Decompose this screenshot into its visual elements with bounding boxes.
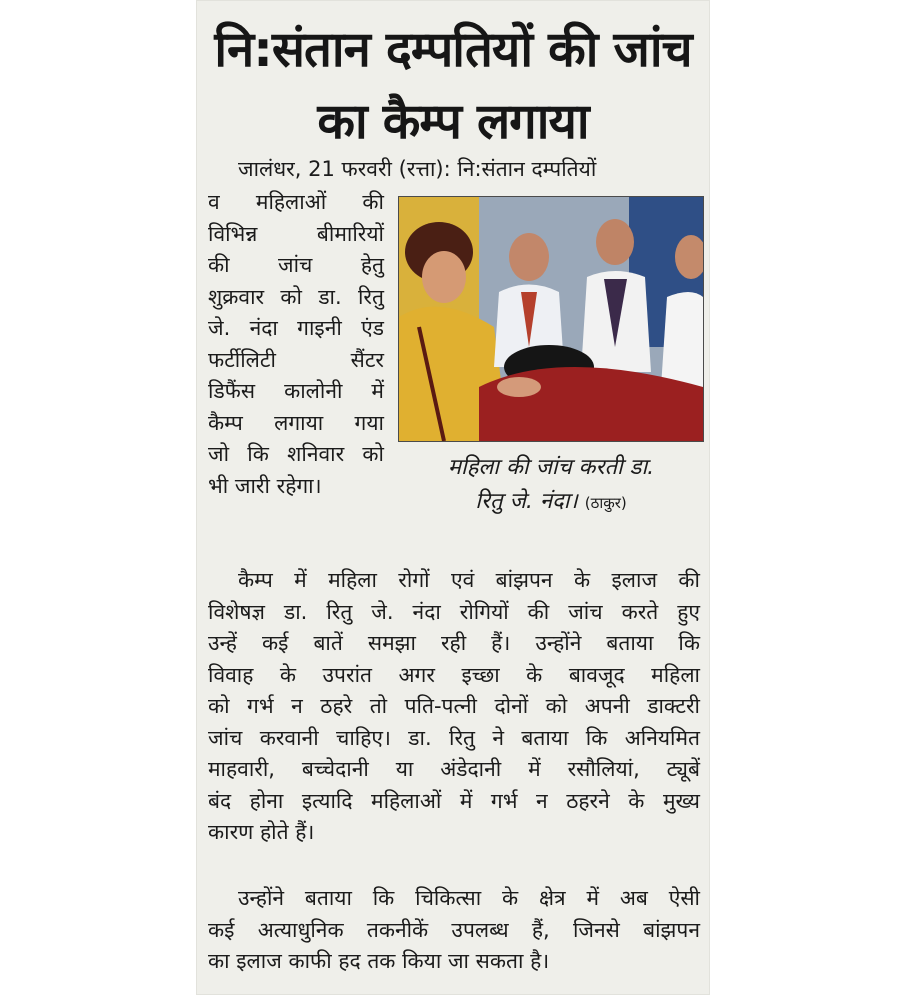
paragraph-line: विवाह के उपरांत अगर इच्छा के बावजूद महिला [208,662,700,687]
paragraph-line: कारण होते हैं। [208,820,315,844]
photo-credit: (ठाकुर) [584,494,627,512]
intro-line: फर्टीलिटी सैंटर [208,347,384,372]
paragraph-line: माहवारी, बच्चेदानी या अंडेदानी में रसौलियां, ट्यूबें [208,757,700,781]
intro-line: व महिलाओं की [208,190,384,214]
headline-line-1: नि:संतान दम्पतियों की जांच [214,21,692,78]
paragraph-line: जांच करवानी चाहिए। डा. रितु ने बताया कि अनियमित [208,725,700,750]
photo-caption [396,451,706,520]
intro-column [208,187,384,502]
caption-line-2-text: रितु जे. नंदा। [475,489,578,514]
intro-line: डिफैंस कालोनी में [208,379,384,403]
paragraph-line: बंद होना इत्यादि महिलाओं में गर्भ न ठहरने के मुख्य [208,788,700,813]
paragraph-line: विशेषज्ञ डा. रितु जे. नंदा रोगियों की जांच करते हुए [208,599,700,624]
paragraph-line: का इलाज काफी हद तक किया जा सकता है। [208,949,550,973]
paragraph-2 [208,883,700,978]
news-photo [398,196,704,442]
intro-line: कैम्प लगाया गया [208,410,384,435]
intro-line: भी जारी रहेगा। [208,473,322,498]
headline-line-2: का कैम्प लगाया [317,93,589,150]
paragraph-1 [208,565,700,849]
intro-line: विभिन्न बीमारियों [208,221,384,246]
intro-line: शुक्रवार को डा. रितु [208,284,384,309]
headline [196,14,710,158]
intro-line: की जांच हेतु [208,253,384,277]
caption-line-1: महिला की जांच करती डा. [447,455,655,480]
paragraph-line: उन्हें कई बातें समझा रही हैं। उन्होंने बताया कि [208,631,700,655]
intro-line: जो कि शनिवार को [208,442,384,466]
paragraph-line: कई अत्याधुनिक तकनीकें उपलब्ध हैं, जिनसे बांझपन [208,917,700,942]
photo-illustration [399,197,703,441]
newspaper-clipping [196,0,710,995]
caption-line-2 [396,485,706,520]
paragraph-line: उन्होंने बताया कि चिकित्सा के क्षेत्र में अब ऐसी [238,886,700,910]
paragraph-line: कैम्प में महिला रोगों एवं बांझपन के इलाज की [238,568,700,592]
intro-line: जे. नंदा गाइनी एंड [208,316,384,340]
dateline: जालंधर, 21 फरवरी (रत्ता): नि:संतान दम्पतियों [238,157,597,181]
paragraph-line: को गर्भ न ठहरे तो पति-पत्नी दोनों को अपनी डाक्टरी [208,694,700,718]
